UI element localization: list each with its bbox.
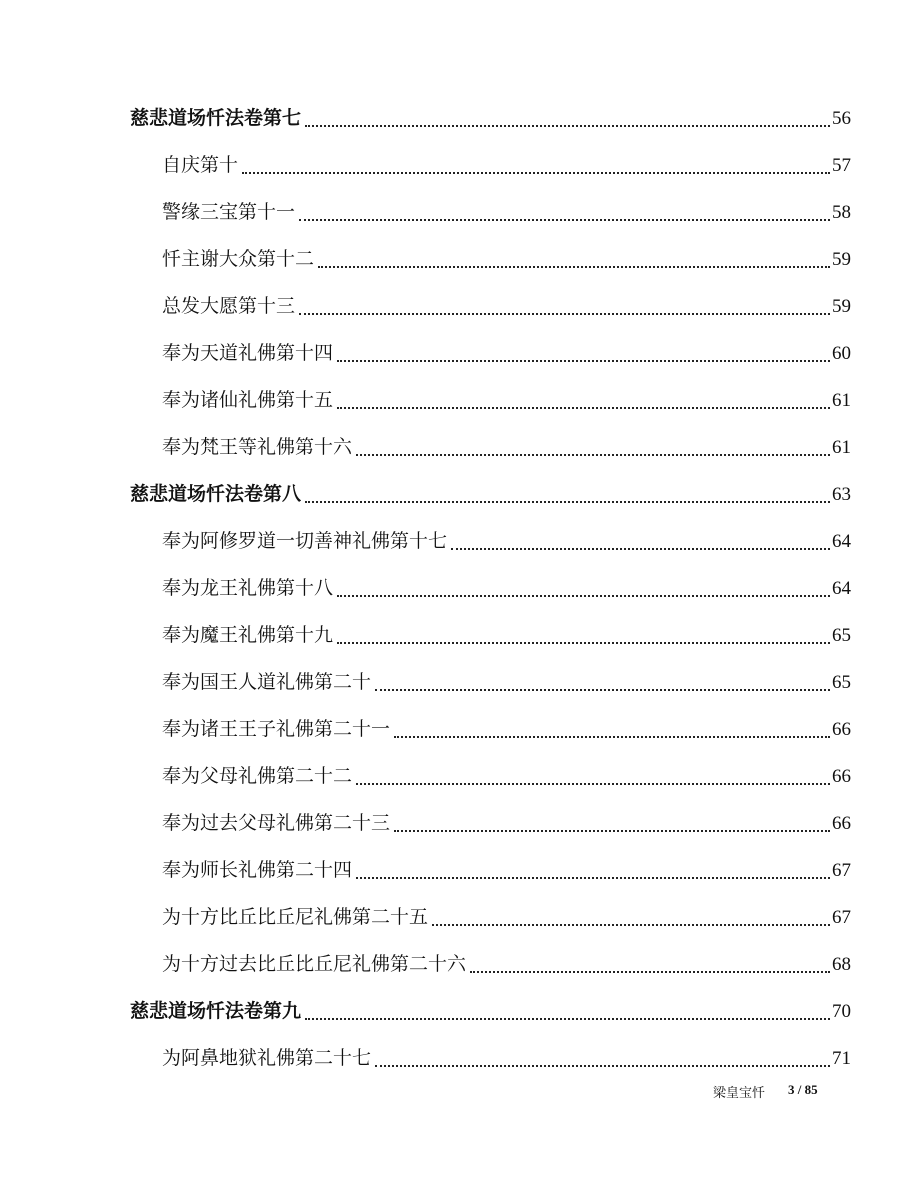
toc-section-entry[interactable]: [0, 518, 920, 565]
toc-section-entry[interactable]: [0, 894, 920, 941]
toc-section-entry[interactable]: [0, 236, 920, 283]
dot-leader: [470, 970, 830, 973]
footer-page-indicator: 3 / 85: [788, 1082, 818, 1097]
toc-entry-page-number: 61: [832, 437, 851, 458]
toc-entry-page-number: 59: [832, 249, 851, 270]
toc-section-entry[interactable]: [0, 659, 920, 706]
toc-entry-title: 奉为诸王王子礼佛第二十一: [162, 719, 391, 740]
toc-entry-title: 警缘三宝第十一: [162, 202, 296, 223]
dot-leader: [356, 876, 830, 879]
toc-entry-title: 奉为国王人道礼佛第二十: [162, 672, 372, 693]
toc-entry-title: 为阿鼻地狱礼佛第二十七: [162, 1048, 372, 1069]
toc-entry-page-number: 64: [832, 578, 851, 599]
toc-section-entry[interactable]: [0, 941, 920, 988]
toc-section-entry[interactable]: [0, 706, 920, 753]
toc-entry-page-number: 71: [832, 1048, 851, 1069]
dot-leader: [305, 124, 830, 127]
toc-entry-page-number: 67: [832, 860, 851, 881]
toc-section-entry[interactable]: [0, 377, 920, 424]
page-footer: [0, 1082, 920, 1102]
toc-entry-page-number: 66: [832, 766, 851, 787]
dot-leader: [375, 1064, 830, 1067]
toc-section-entry[interactable]: [0, 1035, 920, 1082]
dot-leader: [356, 782, 830, 785]
toc-entry-title: 奉为梵王等礼佛第十六: [162, 437, 353, 458]
dot-leader: [337, 406, 830, 409]
toc-section-entry[interactable]: [0, 565, 920, 612]
toc-entry-title: 总发大愿第十三: [162, 296, 296, 317]
toc-section-entry[interactable]: [0, 142, 920, 189]
toc-entry-page-number: 58: [832, 202, 851, 223]
toc-chapter-entry[interactable]: [0, 95, 920, 142]
toc-entry-page-number: 57: [832, 155, 851, 176]
dot-leader: [318, 265, 830, 268]
toc-entry-page-number: 61: [832, 390, 851, 411]
dot-leader: [337, 359, 830, 362]
toc-entry-title: 奉为龙王礼佛第十八: [162, 578, 334, 599]
toc-entry-title: 忏主谢大众第十二: [162, 249, 315, 270]
toc-section-entry[interactable]: [0, 330, 920, 377]
toc-entry-page-number: 66: [832, 719, 851, 740]
toc-entry-title: 为十方过去比丘比丘尼礼佛第二十六: [162, 954, 467, 975]
toc-entry-page-number: 59: [832, 296, 851, 317]
toc-entry-title: 奉为魔王礼佛第十九: [162, 625, 334, 646]
toc-chapter-entry[interactable]: [0, 471, 920, 518]
dot-leader: [305, 1017, 830, 1020]
dot-leader: [337, 594, 830, 597]
toc-entry-page-number: 66: [832, 813, 851, 834]
toc-section-entry[interactable]: [0, 189, 920, 236]
toc-entry-title: 奉为师长礼佛第二十四: [162, 860, 353, 881]
toc-entry-title: 慈悲道场忏法卷第九: [130, 1001, 302, 1022]
dot-leader: [299, 312, 830, 315]
toc-entry-page-number: 70: [832, 1001, 851, 1022]
toc-section-entry[interactable]: [0, 283, 920, 330]
dot-leader: [394, 735, 830, 738]
dot-leader: [337, 641, 830, 644]
dot-leader: [451, 547, 830, 550]
toc-entry-page-number: 56: [832, 108, 851, 129]
toc-entry-title: 为十方比丘比丘尼礼佛第二十五: [162, 907, 429, 928]
table-of-contents: [0, 95, 920, 1082]
toc-section-entry[interactable]: [0, 424, 920, 471]
toc-entry-title: 奉为诸仙礼佛第十五: [162, 390, 334, 411]
dot-leader: [375, 688, 830, 691]
toc-entry-page-number: 65: [832, 672, 851, 693]
toc-entry-title: 奉为天道礼佛第十四: [162, 343, 334, 364]
toc-entry-page-number: 63: [832, 484, 851, 505]
toc-entry-page-number: 64: [832, 531, 851, 552]
toc-entry-title: 奉为阿修罗道一切善神礼佛第十七: [162, 531, 448, 552]
toc-section-entry[interactable]: [0, 753, 920, 800]
toc-entry-page-number: 65: [832, 625, 851, 646]
toc-entry-title: 奉为父母礼佛第二十二: [162, 766, 353, 787]
dot-leader: [432, 923, 830, 926]
toc-entry-title: 自庆第十: [162, 155, 239, 176]
toc-section-entry[interactable]: [0, 612, 920, 659]
dot-leader: [299, 218, 830, 221]
toc-chapter-entry[interactable]: [0, 988, 920, 1035]
toc-entry-title: 慈悲道场忏法卷第七: [130, 108, 302, 129]
dot-leader: [242, 171, 830, 174]
footer-title: 梁皇宝忏: [713, 1085, 766, 1100]
toc-entry-title: 慈悲道场忏法卷第八: [130, 484, 302, 505]
dot-leader: [305, 500, 830, 503]
dot-leader: [394, 829, 830, 832]
toc-entry-page-number: 68: [832, 954, 851, 975]
toc-entry-page-number: 60: [832, 343, 851, 364]
toc-section-entry[interactable]: [0, 847, 920, 894]
toc-section-entry[interactable]: [0, 800, 920, 847]
toc-entry-page-number: 67: [832, 907, 851, 928]
toc-entry-title: 奉为过去父母礼佛第二十三: [162, 813, 391, 834]
dot-leader: [356, 453, 830, 456]
